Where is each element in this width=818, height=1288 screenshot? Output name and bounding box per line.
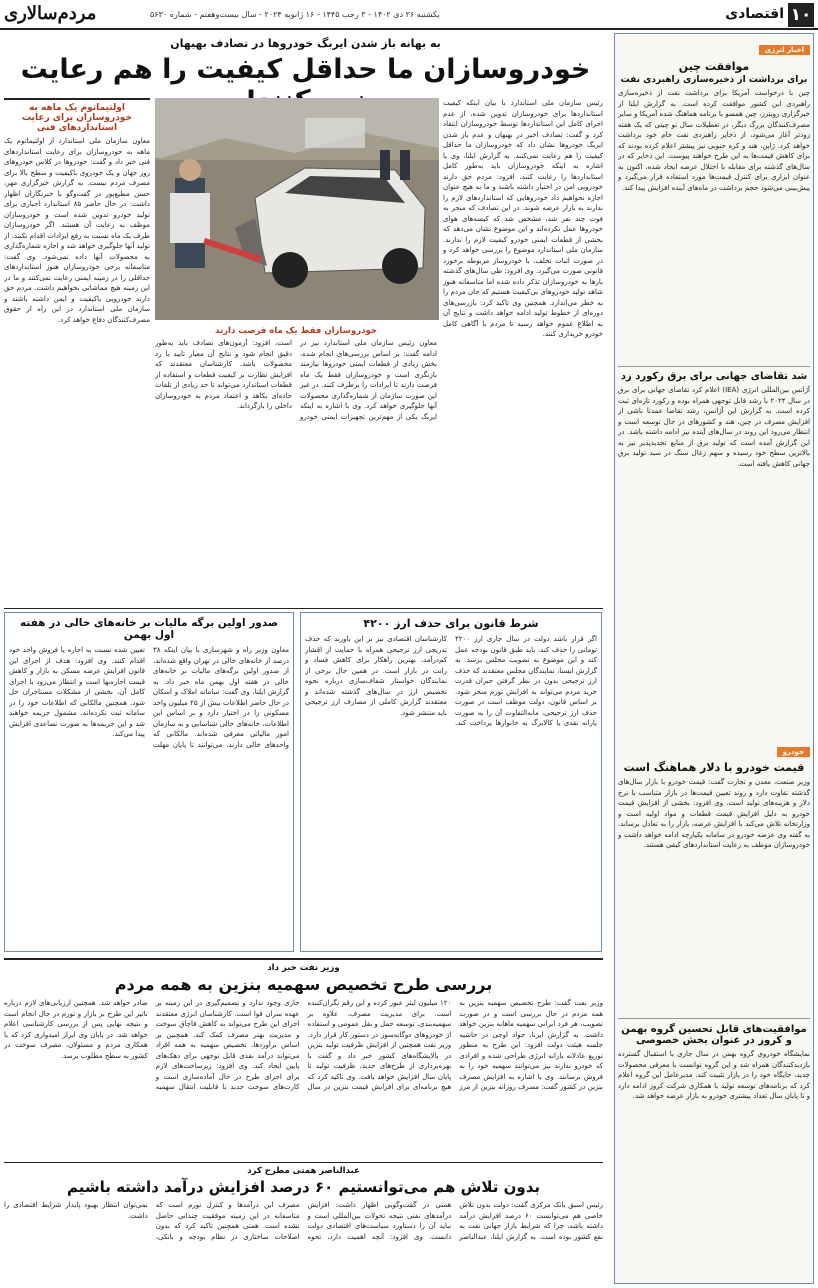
- masthead: [0, 0, 818, 30]
- section-tag: خودرو: [777, 747, 810, 757]
- lead-body-text: معاون رئیس سازمان ملی استاندارد نیز در ادامه گفت: بر اساس بررسی‌های انجام شده، بخش زیادی از قطعات ایمنی خودروها نیازمند بازنگری است و خودروسازان فقط یک ماه فرصت دارند تا ایرادات را برطرف کنند. در غیر این صورت سازمان از شماره‌گذاری محصولات آنها جلوگیری خواهد کرد. وی با اشاره به اینکه ایربگ یکی از مهم‌ترین تجهیزات ایمنی خودرو است، افزود: آزمون‌های تصادف باید به‌طور دقیق انجام شود و نتایج آن معیار تایید یا رد محصولات باشد. کارشناسان معتقدند که افزایش نظارت بر کیفیت قطعات و استفاده از قطعات استاندارد می‌تواند تا حد زیادی از تلفات جاده‌ای بکاهد و اعتماد مردم به خودروسازان داخلی را بازگرداند.: [155, 339, 437, 421]
- lead-subhead: خودروسازان فقط یک ماه فرصت دارند: [215, 326, 377, 336]
- right-column: [614, 33, 814, 1284]
- article-body: اگر قرار باشد دولت در سال جاری ارز ۴۲۰۰ تومانی را حذف کند، باید طبق قانون بودجه عمل کند و این موضوع به تصویب مجلس برسد. به گزارش ایسنا، نمایندگان مجلس معتقدند که حذف ارز ترجیحی بدون در نظر گرفتن جبران قدرت خرید مردم می‌تواند به افزایش تورم منجر شود. بر اساس قانون، دولت موظف است در صورت حذف ارز ترجیحی، مابه‌التفاوت آن را به صورت یارانه نقدی یا کالابرگ به خانوارها پرداخت کند. کارشناسان اقتصادی نیز بر این باورند که حذف تدریجی ارز ترجیحی همراه با حمایت از اقشار کم‌درآمد، بهترین راهکار برای کاهش فساد و رانت در بازار است. در همین حال برخی از نمایندگان خواستار شفاف‌سازی درباره نحوه تخصیص ارز در سال‌های گذشته شده‌اند و معتقدند گزارش کاملی از مصارف ارز ترجیحی باید منتشر شود.: [305, 635, 597, 727]
- article-title: بدون تلاش هم می‌توانستیم ۶۰ درصد افزایش درآمد داشته باشیم: [66, 1178, 541, 1196]
- section-title: اقتصادی: [725, 6, 784, 22]
- article-title: بررسی طرح تخصیص سهمیه بنزین به همه مردم: [114, 975, 493, 994]
- article-title: شرط قانون برای حذف ارز ۴۲۰۰: [363, 617, 539, 630]
- article-gasoline: [4, 958, 603, 1158]
- article-title: صدور اولین برگه مالیات بر خانه‌های خالی در هفته اول بهمن: [19, 617, 279, 641]
- lead-body-continued: [155, 326, 437, 603]
- page-number: ۱۰: [788, 3, 814, 27]
- article-body: وزیر نفت گفت: طرح تخصیص سهمیه بنزین به همه مردم در حال بررسی است و در صورت تصویب، هر فرد ایرانی سهمیه ماهانه بنزین خواهد داشت. به گزارش ایرنا، جواد اوجی در حاشیه جلسه هیئت دولت افزود: این طرح به منظور توزیع عادلانه یارانه انرژی طراحی شده و افرادی که خودرو ندارند نیز می‌توانند سهمیه خود را به فروش برسانند. وی با اشاره به افزایش مصرف بنزین در کشور گفت: مصرف روزانه بنزین از مرز ۱۲۰ میلیون لیتر عبور کرده و این رقم نگران‌کننده است. برای مدیریت مصرف، علاوه بر سهمیه‌بندی، توسعه حمل و نقل عمومی و استفاده از خودروهای دوگانه‌سوز در دستور کار قرار دارد. وزیر نفت همچنین از افزایش ظرفیت تولید بنزین در پالایشگاه‌های کشور خبر داد و گفت با بهره‌برداری از طرح‌های جدید، ظرفیت تولید تا پایان سال افزایش خواهد یافت. وی تاکید کرد که هیچ برنامه‌ای برای افزایش قیمت بنزین در سال جاری وجود ندارد و تصمیم‌گیری در این زمینه بر عهده سران قوا است. کارشناسان انرژی معتقدند اجرای این طرح می‌تواند به کاهش قاچاق سوخت و مدیریت بهتر مصرف کمک کند. همچنین بر اساس برآوردها، تخصیص سهمیه به همه افراد می‌تواند درآمد نقدی قابل توجهی برای دهک‌های پایین ایجاد کند. وی افزود: زیرساخت‌های لازم برای اجرای طرح در حال آماده‌سازی است و کارت‌های سوخت جدید با قابلیت انتقال سهمیه صادر خواهد شد. همچنین ارزیابی‌های لازم درباره تاثیر این طرح بر بازار و تورم در حال انجام است و نتیجه نهایی پس از بررسی کارشناسی اعلام خواهد شد. در پایان وی ابراز امیدواری کرد که با همکاری مردم و مسئولان، مصرف سوخت در کشور به سطح مطلوب برسد.: [4, 999, 603, 1091]
- lead-body: رئیس سازمان ملی استاندارد با بیان اینکه کیفیت استانداردها برای خودروسازان تدوین شده، از عدم اجرای کامل این استانداردها توسط خودروسازان انتقاد کرد و گفت: تصادف اخیر در بهبهان و عدم باز شدن ایربگ خودروها نشان داد که خودروسازان ما حداقل کیفیت را هم رعایت نمی‌کنند. به گزارش ایلنا، وی با اشاره به اینکه خودروسازان باید به‌طور کامل استانداردها را رعایت کنند، افزود: مردم حق دارند خودرویی امن در اختیار داشته باشند و ما به هیچ عنوان اجازه نخواهیم داد خودروهایی که استانداردهای لازم را ندارند به بازار عرضه شوند. در این تصادف که منجر به فوت چند نفر شد، مشخص شد که کیسه‌های هوای خودروها عمل نکرده‌اند و این موضوع نشان می‌دهد که بخشی از قطعات ایمنی خودرو کیفیت لازم را ندارند. سازمان ملی استاندارد موضوع را بررسی خواهد کرد و در صورت اثبات تخلف، با خودروساز مربوطه برخورد قانونی صورت می‌گیرد. وی افزود: طی سال‌های گذشته بارها به خودروسازان تذکر داده شده اما متاسفانه هنوز شاهد تولید خودروهای بی‌کیفیت هستیم که جان مردم را به خطر می‌اندازد. همچنین وی تاکید کرد: بازرسی‌های دوره‌ای از خطوط تولید ادامه خواهد داشت و نتایج آن به اطلاع عموم خواهد رسید تا مردم با آگاهی کامل خودرو خریداری کنند.: [443, 99, 603, 338]
- article-title: موافقیت‌های قابل تحسین گروه بهمن و کروز در عنوان بخش خصوصی: [618, 1018, 810, 1046]
- article-box-housing: [4, 612, 294, 952]
- lead-headline: خودروسازان ما حداقل کیفیت را هم رعایت: [20, 54, 591, 85]
- accident-photo: [155, 98, 439, 320]
- article-title: شد تقاضای جهانی برای برق رکورد زد: [618, 366, 810, 382]
- article-box-currency: [300, 612, 602, 952]
- article-hemmati: [4, 1162, 603, 1284]
- article-body: رئیس اسبق بانک مرکزی گفت: دولت بدون تلاش خاصی هم می‌توانست ۶۰ درصد افزایش درآمد داشته باشد، چرا که شرایط بازار جهانی نفت به نفع کشور بوده است. به گزارش ایلنا، عبدالناصر همتی در گفت‌وگویی اظهار داشت: افزایش درآمدهای نفتی نتیجه تحولات بین‌المللی است و نباید آن را دستاورد سیاست‌های اقتصادی دولت دانست. وی افزود: آنچه اهمیت دارد، نحوه مصرف این درآمدها و کنترل تورم است که متاسفانه در این زمینه موفقیت چندانی حاصل نشده است. همتی همچنین تاکید کرد که بدون اصلاحات ساختاری در نظام بودجه و بانکی، نمی‌توان انتظار بهبود پایدار شرایط اقتصادی را داشت.: [4, 1201, 603, 1241]
- article-body: وزیر صنعت، معدن و تجارت گفت: قیمت خودرو با بازار سال‌های گذشته تفاوت دارد و روند تعیین قیمت‌ها در بازار متناسب با نرخ دلار و هزینه‌های تولید است. وی افزود: بخشی از افزایش قیمت خودرو به دلیل افزایش قیمت قطعات و مواد اولیه است و وزارتخانه تلاش می‌کند با افزایش عرضه، بازار را به تعادل برساند. به گفته وی عرضه خودرو در سامانه یکپارچه ادامه خواهد داشت و خودروسازان موظف به رعایت استانداردهای کیفی هستند.: [618, 778, 810, 849]
- article-kicker: عبدالناصر همتی مطرح کرد: [247, 1166, 360, 1176]
- article-title: قیمت خودرو با دلار هماهنگ است: [623, 761, 805, 774]
- article-body: نمایشگاه خودروی گروه بهمن در سال جاری با استقبال گسترده بازدیدکنندگان همراه شد و این گروه توانست با معرفی محصولات جدید، جایگاه خود را در بازار تثبیت کند. مدیرعامل این گروه اعلام کرد که برنامه‌های توسعه تولید با همکاری شرکت کروز ادامه دارد و تا پایان سال تعداد بیشتری خودرو به بازار عرضه خواهد شد.: [618, 1050, 810, 1100]
- section-tag: اخبار انرژی: [759, 45, 810, 55]
- article-title: موافقت چین: [678, 60, 750, 73]
- article-body: چین با درخواست آمریکا برای برداشت نفت از ذخیره‌سازی راهبردی این کشور موافقت کرده است. به گزارش ایلنا از خبرگزاری رویترز، چین همسو با برنامه هماهنگ شده آمریکا و سایر مصرف‌کنندگان بزرگ دیگر، در تعطیلات سال نو چینی که یک هفته زودتر آغاز می‌شود، از ذخایر راهبردی نفت خام خود برداشت خواهد کرد. ژاپن، هند و کره جنوبی نیز پیشتر اعلام کرده بودند که برای کاهش قیمت‌ها به این طرح خواهند پیوست. این ذخایر که در سال‌های گذشته برای مقابله با اختلال عرضه ایجاد شده، اکنون به عنوان ابزاری برای کنترل قیمت‌ها مورد استفاده قرار می‌گیرد و پیش‌بینی می‌شود حجم برداشت در ماه‌های آینده افزایش پیدا کند.: [618, 89, 810, 192]
- side-title: اولتیماتوم یک ماهه به خودروسازان برای رعایت استانداردهای فنی: [22, 103, 132, 133]
- side-body: معاون سازمان ملی استاندارد از اولتیماتوم یک ماهه به خودروسازان برای رعایت استانداردهای فنی خبر داد و گفت: خودروها در کلاس خودروهای روز جهان و یک خودروی باکیفیت و سطح بالا برای مصرف مردم نیست. به گزارش خبرگزاری مهر، حسن مطیع‌پور در گفت‌وگو با خبرنگاران اظهار داشت: در حال حاضر ۸۵ استاندارد اجباری برای تولید خودرو تدوین شده است و خودروسازان موظف به رعایت آن هستند. اگر خودروسازان ظرف یک ماه نسبت به رفع ایرادات اقدام نکنند، از تولید آنها جلوگیری خواهد شد و اجازه شماره‌گذاری به محصولات آنها داده نمی‌شود. وی گفت: متاسفانه برخی خودروسازان هنوز استانداردهای حداقلی را در زمینه ایمنی رعایت نمی‌کنند و ما در این زمینه هیچ مماشاتی نخواهیم داشت. مردم حق دارند خودرویی باکیفیت و ایمن داشته باشند و سازمان ملی استاندارد در این راه از حقوق مصرف‌کنندگان دفاع خواهد کرد.: [4, 137, 150, 324]
- newspaper-brand: مردم‌سالاری: [4, 3, 97, 24]
- article-body: آژانس بین‌المللی انرژی (IEA) اعلام کرد تقاضای جهانی برای برق در سال ۲۰۲۴ با رشد قابل توجهی همراه بوده و رکورد تازه‌ای ثبت کرده است. به گزارش این آژانس، رشد تقاضا عمدتا ناشی از افزایش مصرف در چین، هند و کشورهای در حال توسعه است و انتظار می‌رود این روند در سال‌های آینده نیز ادامه داشته باشد. در این گزارش آمده است که تولید برق از منابع تجدیدپذیر نیز به بالاترین سطح خود رسیده و سهم زغال سنگ در سبد تولید برق جهانی کاهش یافته است.: [618, 386, 810, 468]
- article-kicker: وزیر نفت خبر داد: [267, 963, 340, 973]
- article-body: معاون وزیر راه و شهرسازی با بیان اینکه ۳۸ درصد از خانه‌های خالی در تهران واقع شده‌اند، از صدور اولین برگه‌های مالیات بر خانه‌های خالی در هفته اول بهمن ماه خبر داد. به گزارش ایلنا، وی گفت: سامانه املاک و اسکان در حال حاضر اطلاعات بیش از ۲۵ میلیون واحد مسکونی را در اختیار دارد و بر اساس این اطلاعات، خانه‌های خالی شناسایی و به سازمان امور مالیاتی معرفی شده‌اند. مالکانی که واحدهای خالی دارند، می‌توانند تا پایان مهلت تعیین شده نسبت به اجاره یا فروش واحد خود اقدام کنند. وی افزود: هدف از اجرای این قانون افزایش عرضه مسکن به بازار و کاهش قیمت اجاره‌بها است و انتظار می‌رود با اجرای کامل آن، بخشی از مشکلات مستاجران حل شود. همچنین مالکانی که اطلاعات خود را در سامانه ثبت نکرده‌اند، مشمول جریمه خواهند شد و این جریمه‌ها به صورت تصاعدی افزایش پیدا می‌کند.: [9, 646, 289, 749]
- article-subtitle: برای برداشت از ذخیره‌سازی راهبردی نفت: [620, 75, 808, 85]
- side-box: [4, 98, 150, 603]
- wrecked-car-illustration: [155, 98, 439, 320]
- dateline: یکشنبه ۲۶ دی ۱۴۰۲ - ۳ رجب ۱۴۴۵ - ۱۶ ژانویه ۲۰۲۴ - سال بیست‌وهفتم - شماره ۵۶۳۰: [150, 10, 440, 19]
- divider: [4, 608, 603, 609]
- lead-kicker: به بهانه باز شدن ایربگ خودروها در تصادف بهبهان: [170, 37, 441, 50]
